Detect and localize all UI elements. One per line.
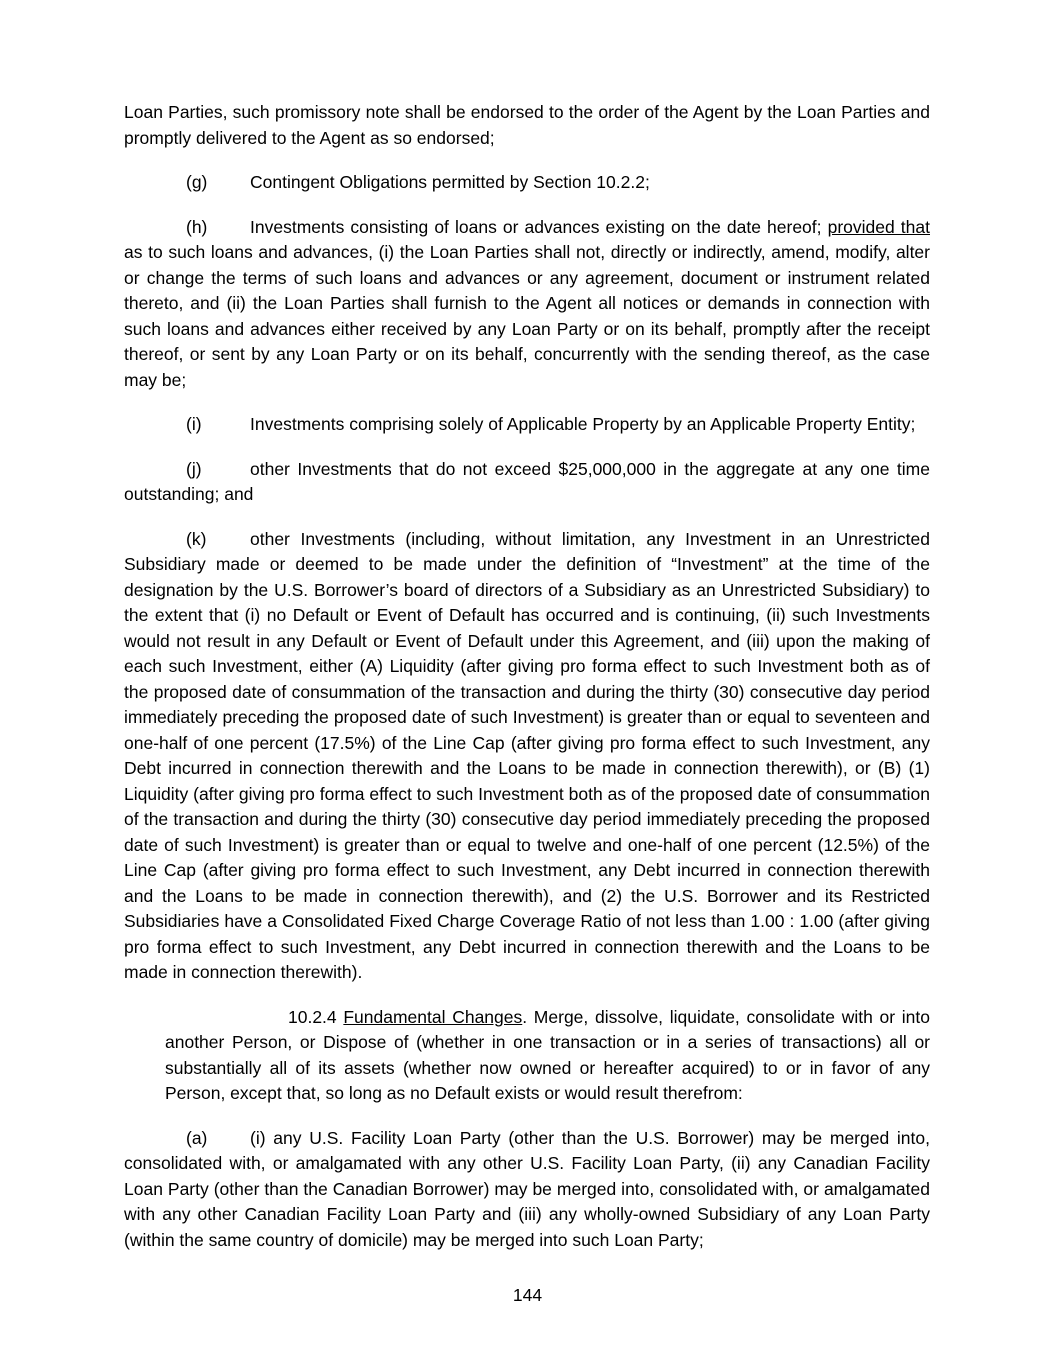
- clause-h-text-after: as to such loans and advances, (i) the Loan Parties shall not, directly or indirectly, amend, modify, alter or change the terms of such loans and advances or any agreement, document or instrument related thereto, and (ii) the Loan Parties shall furnish to the Agent all notices or demands in connection with such loans and advances either received by any Loan Party or on its behalf, promptly after the receipt thereof, or sent by any Loan Party or on its behalf, concurrently with the sending thereof, as the case may be;: [124, 242, 930, 390]
- clause-h-label: (h): [186, 216, 208, 237]
- clause-g: [124, 170, 930, 196]
- section-text: . Merge, dissolve, liquidate, consolidate with or into another Person, or Dispose of (whether in one transaction or in a series of transactions) all or substantially all of its assets (whether now owned or hereafter acquired) to or in favor of any Person, except that, so long as no Default exists or would result therefrom:: [165, 1006, 930, 1103]
- clause-i-label: (i): [186, 414, 202, 434]
- clause-j-label: (j): [186, 458, 202, 479]
- section-10-2-4: [165, 1005, 930, 1107]
- section-heading: Fundamental Changes: [343, 1006, 523, 1027]
- clause-h-text-before: Investments consisting of loans or advances existing on the date hereof;: [250, 216, 828, 237]
- clause-i: [124, 412, 930, 438]
- clause-h: [124, 215, 930, 394]
- clause-k-text: other Investments (including, without limitation, any Investment in an Unrestricted Subsidiary made or deemed to be made under the definition of “Investment” at the time of the designation by the U.S. Borrower’s board of directors of a Subsidiary as an Unrestricted Subsidiary) to the extent that (i) no Default or Event of Default has occurred and is continuing, (ii) such Investments would not result in any Default or Event of Default under this Agreement, and (iii) upon the making of each such Investment, either (A) Liquidity (after giving pro forma effect to such Investment both as of the proposed date of consummation of the transaction and during the thirty (30) consecutive day period immediately preceding the proposed date of such Investment) is greater than or equal to seventeen and one-half of one percent (17.5%) of the Line Cap (after giving pro forma effect to such Investment, any Debt incurred in connection therewith and the Loans to be made in connection therewith), or (B) (1) Liquidity (after giving pro forma effect to such Investment both as of the proposed date of consummation of the transaction and during the thirty (30) consecutive day period immediately preceding the proposed date of such Investment) is greater than or equal to twelve and one-half of one percent (12.5%) of the Line Cap (after giving pro forma effect to such Investment, any Debt incurred in connection therewith and the Loans to be made in connection therewith), and (2) the U.S. Borrower and its Restricted Subsidiaries have a Consolidated Fixed Charge Coverage Ratio of not less than 1.00 : 1.00 (after giving pro forma effect to such Investment, any Debt incurred in connection therewith and the Loans to be made in connection therewith).: [124, 528, 930, 982]
- clause-i-text: Investments comprising solely of Applicable Property by an Applicable Property Entity;: [250, 414, 916, 434]
- clause-j-text: other Investments that do not exceed $25,000,000 in the aggregate at any one time outstanding; and: [124, 458, 930, 504]
- clause-h-underlined-proviso: provided that: [827, 216, 930, 237]
- clause-j: [124, 457, 930, 508]
- paragraph-intro-continuation: Loan Parties, such promissory note shall be endorsed to the order of the Agent by the Loan Parties and promptly delivered to the Agent as so endorsed;: [124, 102, 930, 148]
- clause-g-label: (g): [186, 172, 208, 192]
- clause-k: [124, 527, 930, 986]
- section-number: 10.2.4: [288, 1006, 337, 1027]
- page-number: 144: [512, 1284, 543, 1305]
- clause-k-label: (k): [186, 528, 207, 549]
- clause-a-text: (i) any U.S. Facility Loan Party (other than the U.S. Borrower) may be merged into, consolidated with, or amalgamated with any other U.S. Facility Loan Party, (ii) any Canadian Facility Loan Party (other than the Canadian Borrower) may be merged into, consolidated with, or amalgamated with any other Canadian Facility Loan Party and (iii) any wholly-owned Subsidiary of any Loan Party (within the same country of domicile) may be merged into such Loan Party;: [124, 1127, 930, 1250]
- clause-a-label: (a): [186, 1127, 208, 1148]
- clause-g-text: Contingent Obligations permitted by Section 10.2.2;: [250, 172, 650, 192]
- clause-a: [124, 1126, 930, 1254]
